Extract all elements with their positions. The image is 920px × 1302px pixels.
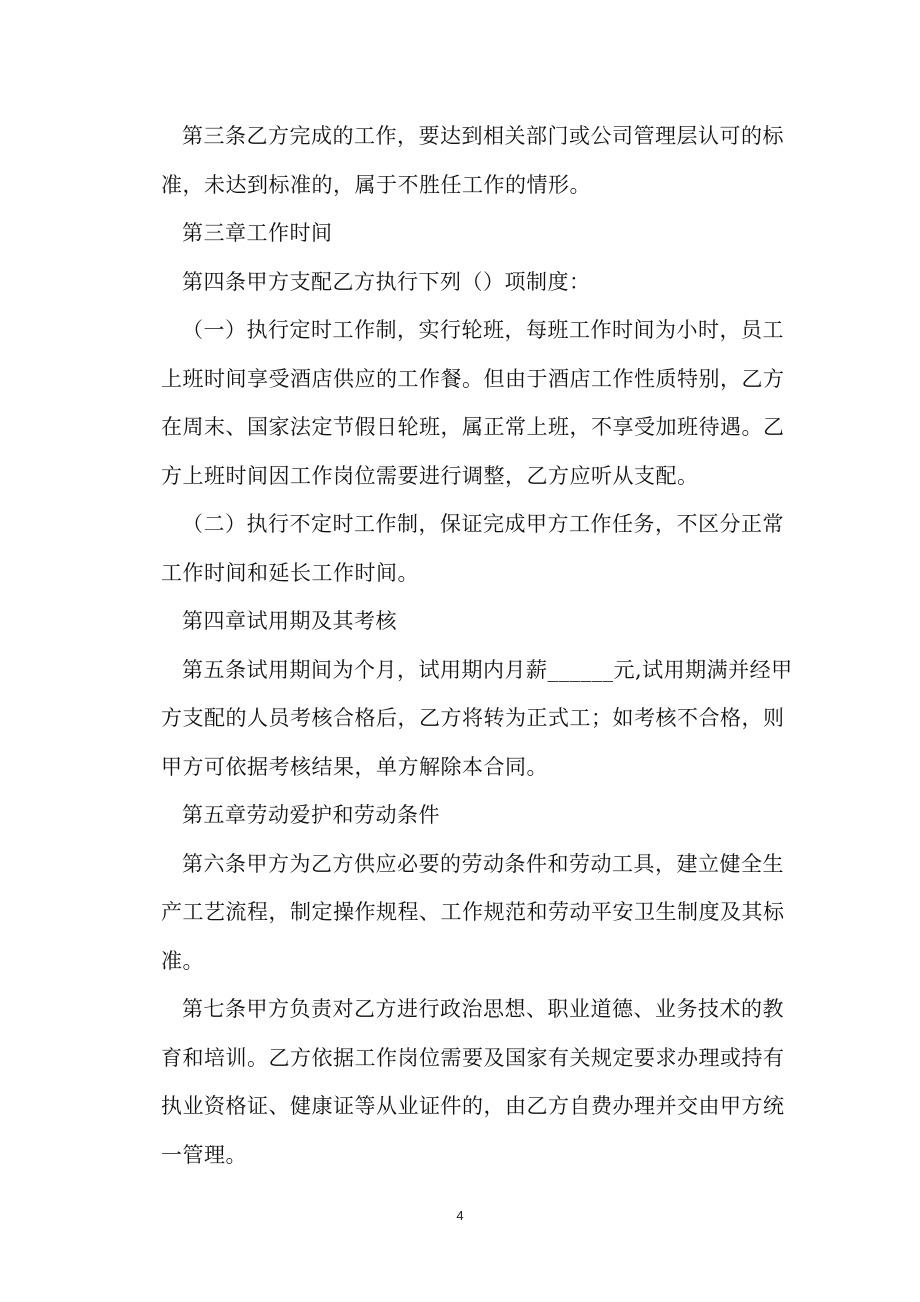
text-line: 第七条甲方负责对乙方进行政治思想、职业道德、业务技术的教 [182, 997, 784, 1021]
text-line: 第三章工作时间 [182, 221, 333, 245]
page-number: 4 [456, 1208, 464, 1223]
text-line: 产工艺流程，制定操作规程、工作规范和劳动平安卫生制度及其标 [161, 900, 785, 924]
text-line: （二）执行不定时工作制，保证完成甲方工作任务，不区分正常 [182, 512, 784, 536]
text-line: 第四条甲方支配乙方执行下列（）项制度： [182, 269, 591, 294]
text-line: 甲方可依据考核结果，单方解除本合同。 [161, 754, 548, 779]
clause-2-paragraph [140, 500, 784, 597]
text-line: 第五条试用期间为个月，试用期内月薪______元,试用期满并经甲 [182, 657, 793, 682]
article-3-paragraph [140, 112, 784, 209]
text-line: 上班时间享受酒店供应的工作餐。但由于酒店工作性质特别，乙方 [161, 366, 785, 391]
chapter-3-heading [140, 209, 780, 258]
text-line: （一）执行定时工作制，实行轮班，每班工作时间为小时，员工 [182, 318, 784, 342]
article-5-paragraph [140, 646, 793, 792]
text-line: 方支配的人员考核合格后，乙方将转为正式工；如考核不合格，则 [161, 706, 785, 730]
text-line: 在周末、国家法定节假日轮班，属正常上班，不享受加班待遇。乙 [161, 415, 785, 439]
text-line: 准。 [161, 948, 204, 973]
text-line: 第三条乙方完成的工作，要达到相关部门或公司管理层认可的标 [182, 124, 784, 148]
article-4-paragraph [140, 258, 780, 307]
text-line: 第五章劳动爱护和劳动条件 [182, 803, 440, 827]
text-line: 育和培训。乙方依据工作岗位需要及国家有关规定要求办理或持有 [161, 1045, 785, 1070]
text-line: 准，未达到标准的，属于不胜任工作的情形。 [161, 172, 591, 197]
document-body [140, 112, 793, 1179]
text-line: 工作时间和延长工作时间。 [161, 560, 419, 585]
text-line: 一管理。 [161, 1142, 247, 1167]
chapter-4-heading [140, 597, 780, 646]
text-line: 第六条甲方为乙方供应必要的劳动条件和劳动工具，建立健全生 [182, 851, 784, 876]
text-line: 方上班时间因工作岗位需要进行调整，乙方应听从支配。 [161, 463, 699, 488]
text-line: 第四章试用期及其考核 [182, 609, 397, 633]
text-line: 执业资格证、健康证等从业证件的，由乙方自费办理并交由甲方统 [161, 1094, 785, 1118]
clause-1-paragraph [140, 306, 785, 500]
chapter-5-heading [140, 791, 780, 840]
article-6-paragraph [140, 840, 785, 986]
article-7-paragraph [140, 985, 785, 1179]
